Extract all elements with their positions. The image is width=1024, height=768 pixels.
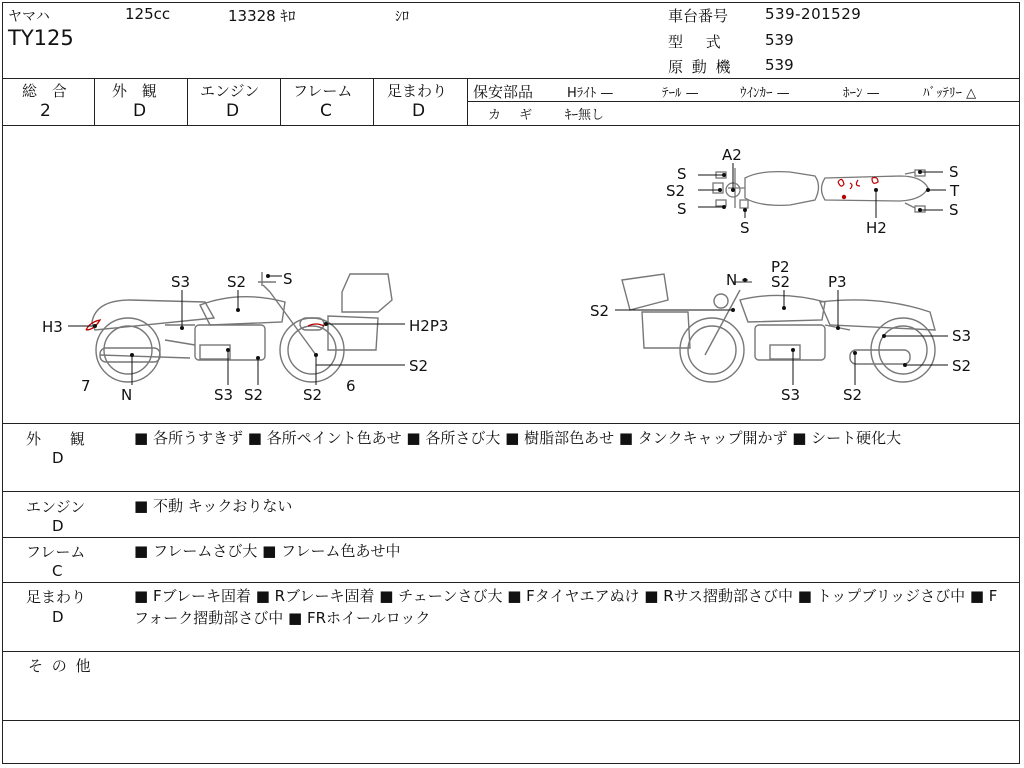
type-value: 539 [765,31,794,49]
engine-section-label: エンジン [26,498,86,516]
frame-grade: C [320,101,332,121]
exterior-section-label: 外 観 [26,430,85,448]
model-name: TY125 [8,26,74,50]
label-N: N [121,386,133,404]
frame-section-label: フレーム [26,543,86,561]
label-7: 7 [81,377,91,395]
label-H2: H2 [866,219,887,237]
label-S: S [949,163,959,181]
label-P2: P2 [771,258,790,276]
divider [280,78,281,125]
divider [94,78,95,125]
frame-no-label: 車台番号 [668,7,729,25]
label-S: S [740,219,750,237]
label-S: S [677,200,687,218]
label-S2: S2 [666,182,686,200]
label-S: S [677,165,687,183]
safety-winker: ｳｲﾝｶｰ — [740,86,790,101]
engine-section-text: ■ 不動 キックおりない [134,497,293,515]
divider [2,423,1020,424]
maker: ヤマハ [8,9,50,25]
engine-value: 539 [765,56,794,74]
label-S3: S3 [214,386,234,404]
divider [373,78,374,125]
label-S2: S2 [303,386,323,404]
safety-taillight: ﾃｰﾙ — [662,86,699,101]
engine-label: 原 動 機 [668,58,731,76]
divider [467,78,468,125]
label-S2: S2 [952,357,972,375]
label-S2: S2 [843,386,863,404]
safety-headlight: Hﾗｲﾄ — [567,86,614,101]
engine-section-grade: D [52,517,64,535]
divider [467,101,1020,102]
divider [2,651,1020,652]
frame-section-grade: C [52,562,63,580]
divider [2,537,1020,538]
frame-no: 539-201529 [765,5,862,23]
engine-grade-label: エンジン [200,82,260,100]
suspension-section-label: 足まわり [26,588,87,606]
divider [2,720,1020,721]
exterior-section-grade: D [52,449,64,467]
label-H3: H3 [42,318,63,336]
divider [2,582,1020,583]
exterior-section-text: ■ 各所うすきず ■ 各所ペイント色あせ ■ 各所さび大 ■ 樹脂部色あせ ■ タンクキャップ開かず ■ シート硬化大 [134,429,902,447]
label-S3: S3 [781,386,801,404]
label-A2: A2 [722,146,742,164]
displacement: 125cc [125,5,171,23]
label-S: S [283,270,293,288]
label-T: T [950,182,960,200]
label-S2: S2 [227,273,247,291]
suspension-section-grade: D [52,608,64,626]
exterior-grade: D [133,101,147,121]
label-S: S [949,201,959,219]
damage-diagram [0,126,1024,423]
frame-grade-label: フレーム [293,82,353,100]
frame-section-text: ■ フレームさび大 ■ フレーム色あせ中 [134,542,401,560]
label-S3: S3 [952,327,972,345]
label-S2: S2 [590,302,610,320]
safety-label: 保安部品 [473,83,534,101]
mileage: 13328 ｷﾛ [228,7,296,25]
type-label: 型 式 [668,33,721,51]
label-P3: P3 [828,273,847,291]
damage-marks-top [838,178,878,199]
divider [2,78,1020,79]
exterior-label: 外 観 [112,82,157,100]
key-value: ｷｰ無し [565,108,605,123]
engine-grade: D [226,101,240,121]
label-S3: S3 [171,273,191,291]
label-H2P3: H2P3 [409,317,449,335]
suspension-grade: D [412,101,426,121]
key-label: カ ギ [488,108,533,123]
color: ｼﾛ [395,9,409,25]
suspension-section-text: ■ Fブレーキ固着 ■ Rブレーキ固着 ■ チェーンさび大 ■ Fタイヤエアぬけ ■ Rサス摺動部さび中 ■ トップブリッジさび中 ■ Fフォーク摺動部さび中 ■ FRホイールロック [134,587,998,627]
overall-label: 総 合 [22,82,67,100]
label-S2: S2 [409,357,429,375]
label-6: 6 [346,377,356,395]
safety-horn: ﾎｰﾝ — [843,86,880,101]
label-S2: S2 [244,386,264,404]
label-N: N [726,271,738,289]
suspension-grade-label: 足まわり [387,82,448,100]
bike-top-view [713,168,928,212]
overall-grade: 2 [40,101,51,121]
other-section-label: そ の 他 [28,657,91,675]
divider [187,78,188,125]
safety-battery: ﾊﾞｯﾃﾘｰ △ [923,86,977,101]
label-S2: S2 [771,273,791,291]
divider [2,491,1020,492]
